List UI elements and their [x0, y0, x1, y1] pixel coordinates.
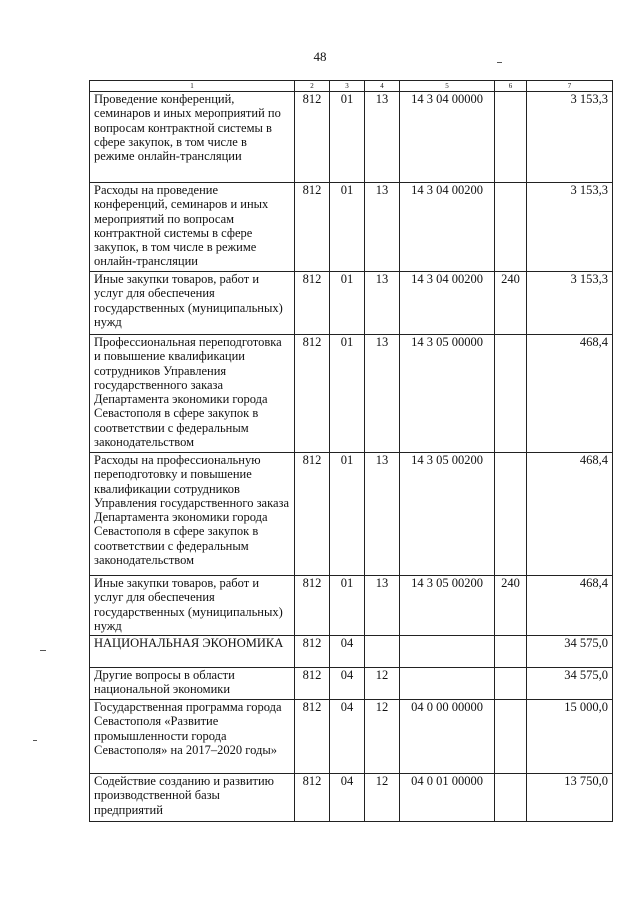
row-admin-code: 812	[295, 700, 330, 774]
table-row	[90, 700, 613, 774]
table-row	[90, 335, 613, 453]
scan-mark	[40, 650, 46, 651]
row-target-code: 04 0 01 00000	[400, 774, 495, 822]
row-subsection: 13	[365, 272, 400, 335]
row-target-code: 14 3 05 00200	[400, 453, 495, 576]
row-name: Расходы на профессиональную переподготовку и повышение квалификации сотрудников Управления государственного заказа Департамента экономики города Севастополя в сфере закупок в соответствии с федеральным законодательством	[90, 453, 295, 576]
row-expense-type	[495, 774, 527, 822]
row-expense-type	[495, 92, 527, 183]
row-admin-code: 812	[295, 272, 330, 335]
row-amount: 3 153,3	[527, 183, 613, 272]
row-subsection: 13	[365, 92, 400, 183]
row-expense-type: 240	[495, 272, 527, 335]
row-section: 01	[330, 92, 365, 183]
row-target-code: 14 3 04 00200	[400, 183, 495, 272]
row-target-code	[400, 668, 495, 700]
table-row	[90, 774, 613, 822]
header-col-3: 3	[330, 81, 365, 92]
row-name: НАЦИОНАЛЬНАЯ ЭКОНОМИКА	[90, 636, 295, 668]
row-expense-type	[495, 453, 527, 576]
row-target-code: 14 3 04 00200	[400, 272, 495, 335]
row-section: 01	[330, 335, 365, 453]
row-expense-type: 240	[495, 576, 527, 636]
row-admin-code: 812	[295, 668, 330, 700]
header-col-7: 7	[527, 81, 613, 92]
row-target-code: 14 3 05 00200	[400, 576, 495, 636]
row-name: Профессиональная переподготовка и повышение квалификации сотрудников Управления государственного заказа Департамента экономики города Севастополя в сфере закупок в соответствии с федеральным законодательством	[90, 335, 295, 453]
header-col-1: 1	[90, 81, 295, 92]
row-admin-code: 812	[295, 774, 330, 822]
row-expense-type	[495, 335, 527, 453]
row-admin-code: 812	[295, 183, 330, 272]
row-expense-type	[495, 700, 527, 774]
header-col-2: 2	[295, 81, 330, 92]
header-col-6: 6	[495, 81, 527, 92]
row-amount: 13 750,0	[527, 774, 613, 822]
row-subsection	[365, 636, 400, 668]
row-target-code: 14 3 05 00000	[400, 335, 495, 453]
row-expense-type	[495, 183, 527, 272]
row-section: 04	[330, 668, 365, 700]
row-expense-type	[495, 668, 527, 700]
row-admin-code: 812	[295, 453, 330, 576]
scan-mark	[33, 740, 37, 741]
row-admin-code: 812	[295, 636, 330, 668]
row-name: Расходы на проведение конференций, семинаров и иных мероприятий по вопросам контрактной системы в сфере закупок, в том числе в режиме онлайн-трансляции	[90, 183, 295, 272]
row-subsection: 13	[365, 183, 400, 272]
row-expense-type	[495, 636, 527, 668]
row-section: 04	[330, 774, 365, 822]
row-section: 01	[330, 453, 365, 576]
table-row	[90, 272, 613, 335]
budget-table	[89, 80, 613, 822]
row-name: Государственная программа города Севастополя «Развитие промышленности города Севастополя» на 2017–2020 годы»	[90, 700, 295, 774]
row-amount: 3 153,3	[527, 92, 613, 183]
row-admin-code: 812	[295, 576, 330, 636]
row-amount: 468,4	[527, 335, 613, 453]
row-amount: 15 000,0	[527, 700, 613, 774]
table-row	[90, 668, 613, 700]
row-amount: 34 575,0	[527, 668, 613, 700]
row-section: 01	[330, 183, 365, 272]
header-col-4: 4	[365, 81, 400, 92]
row-subsection: 12	[365, 700, 400, 774]
table-row	[90, 636, 613, 668]
row-amount: 3 153,3	[527, 272, 613, 335]
row-name: Иные закупки товаров, работ и услуг для обеспечения государственных (муниципальных) нужд	[90, 576, 295, 636]
row-section: 04	[330, 636, 365, 668]
row-subsection: 12	[365, 774, 400, 822]
row-subsection: 12	[365, 668, 400, 700]
row-admin-code: 812	[295, 335, 330, 453]
row-target-code: 14 3 04 00000	[400, 92, 495, 183]
table-row	[90, 453, 613, 576]
row-amount: 34 575,0	[527, 636, 613, 668]
table-row	[90, 576, 613, 636]
scan-mark	[497, 62, 502, 63]
row-section: 04	[330, 700, 365, 774]
page-number: 48	[313, 49, 327, 64]
row-name: Проведение конференций, семинаров и иных мероприятий по вопросам контрактной системы в сфере закупок, в том числе в режиме онлайн-трансляции	[90, 92, 295, 183]
table-row	[90, 183, 613, 272]
row-name: Другие вопросы в области национальной экономики	[90, 668, 295, 700]
row-amount: 468,4	[527, 453, 613, 576]
row-name: Содействие созданию и развитию производственной базы предприятий	[90, 774, 295, 822]
header-row	[90, 81, 613, 92]
row-target-code	[400, 636, 495, 668]
row-amount: 468,4	[527, 576, 613, 636]
row-name: Иные закупки товаров, работ и услуг для обеспечения государственных (муниципальных) нужд	[90, 272, 295, 335]
row-admin-code: 812	[295, 92, 330, 183]
row-subsection: 13	[365, 576, 400, 636]
row-target-code: 04 0 00 00000	[400, 700, 495, 774]
header-col-5: 5	[400, 81, 495, 92]
row-subsection: 13	[365, 453, 400, 576]
table-row	[90, 92, 613, 183]
row-section: 01	[330, 576, 365, 636]
row-section: 01	[330, 272, 365, 335]
row-subsection: 13	[365, 335, 400, 453]
